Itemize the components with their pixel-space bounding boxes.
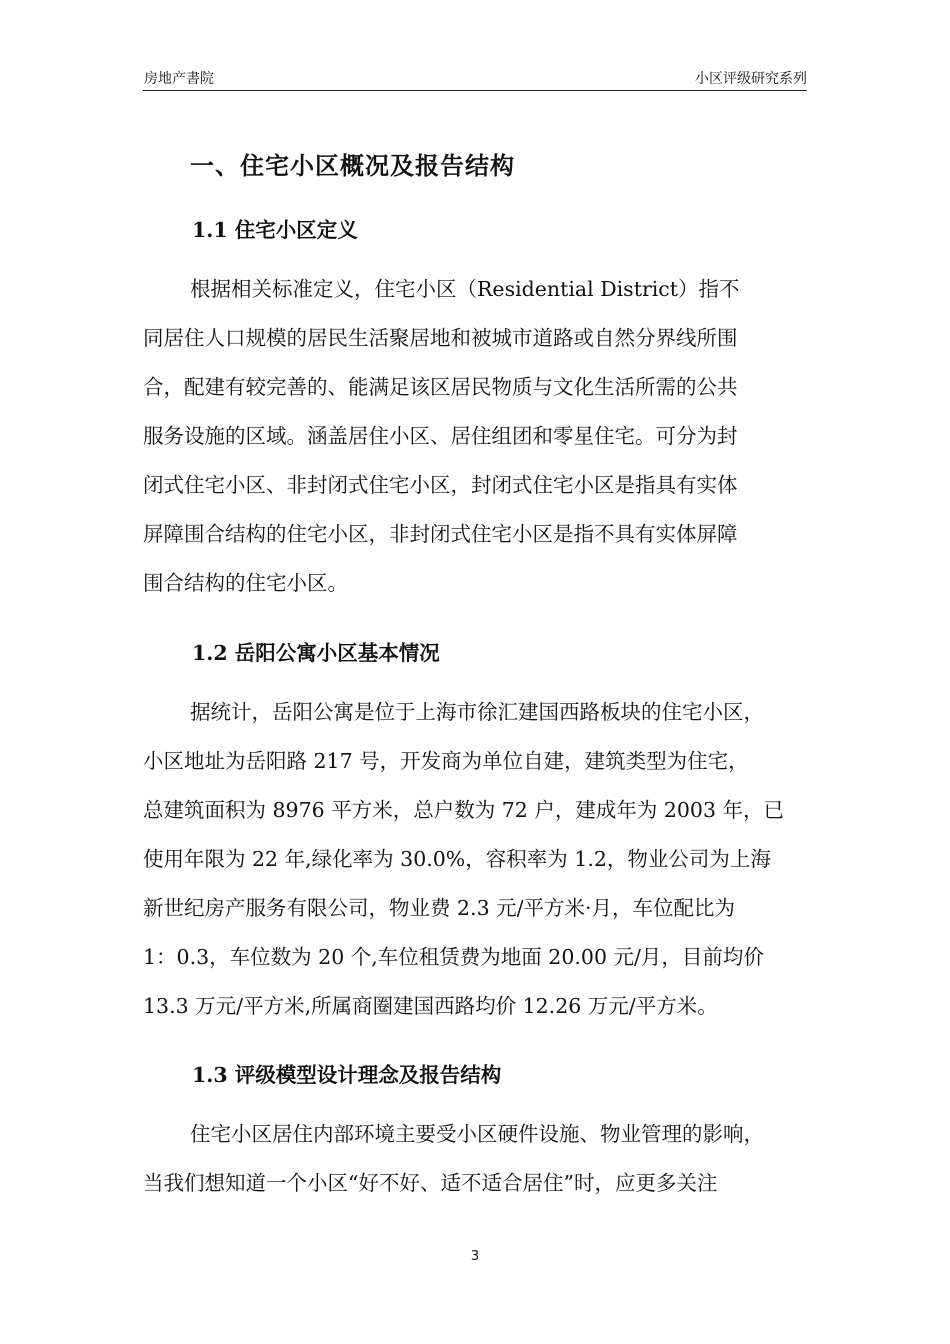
- chapter-title: 一、住宅小区概况及报告结构: [190, 151, 515, 180]
- paragraph-line: 住宅小区居住内部环境主要受小区硬件设施、物业管理的影响，: [190, 1122, 764, 1146]
- header-series: 小区评级研究系列: [695, 71, 807, 87]
- section-body-1-3: [143, 1110, 811, 1208]
- page-header: [143, 66, 807, 91]
- paragraph-line: 使用年限为 22 年,绿化率为 30.0%，容积率为 1.2，物业公司为上海: [143, 847, 771, 871]
- paragraph-line: 服务设施的区域。涵盖居住小区、居住组团和零星住宅。可分为封: [143, 424, 738, 448]
- paragraph-line: 新世纪房产服务有限公司，物业费 2.3 元/平方米·月，车位配比为: [143, 896, 736, 920]
- paragraph-line: 合，配建有较完善的、能满足该区居民物质与文化生活所需的公共: [143, 375, 738, 399]
- paragraph-line: 根据相关标准定义，住宅小区（Residential District）指不: [190, 277, 740, 301]
- section-heading-1-3: 1.3 评级模型设计理念及报告结构: [192, 1063, 502, 1087]
- paragraph-line: 闭式住宅小区、非封闭式住宅小区，封闭式住宅小区是指具有实体: [143, 473, 738, 497]
- paragraph-line: 总建筑面积为 8976 平方米，总户数为 72 户，建成年为 2003 年，已: [143, 798, 785, 822]
- paragraph-line: 据统计，岳阳公寓是位于上海市徐汇建国西路板块的住宅小区，: [190, 700, 764, 724]
- paragraph-line: 1：0.3，车位数为 20 个,车位租赁费为地面 20.00 元/月，目前均价: [143, 945, 764, 969]
- section-body-1-2: [143, 688, 811, 1031]
- paragraph-line: 小区地址为岳阳路 217 号，开发商为单位自建，建筑类型为住宅，: [143, 749, 749, 773]
- section-heading-1-1: 1.1 住宅小区定义: [192, 218, 358, 242]
- section-body-1-1: [143, 265, 811, 608]
- paragraph-line: 13.3 万元/平方米,所属商圈建国西路均价 12.26 万元/平方米。: [143, 994, 718, 1018]
- section-heading-1-2: 1.2 岳阳公寓小区基本情况: [192, 641, 440, 665]
- page-number: 3: [470, 1249, 480, 1264]
- paragraph-line: 围合结构的住宅小区。: [143, 571, 348, 595]
- header-publisher: 房地产書院: [144, 71, 214, 87]
- paragraph-line: 同居住人口规模的居民生活聚居地和被城市道路或自然分界线所围: [143, 326, 738, 350]
- paragraph-line: 屏障围合结构的住宅小区，非封闭式住宅小区是指不具有实体屏障: [143, 522, 738, 546]
- paragraph-line: 当我们想知道一个小区“好不好、适不适合居住”时，应更多关注: [143, 1171, 718, 1195]
